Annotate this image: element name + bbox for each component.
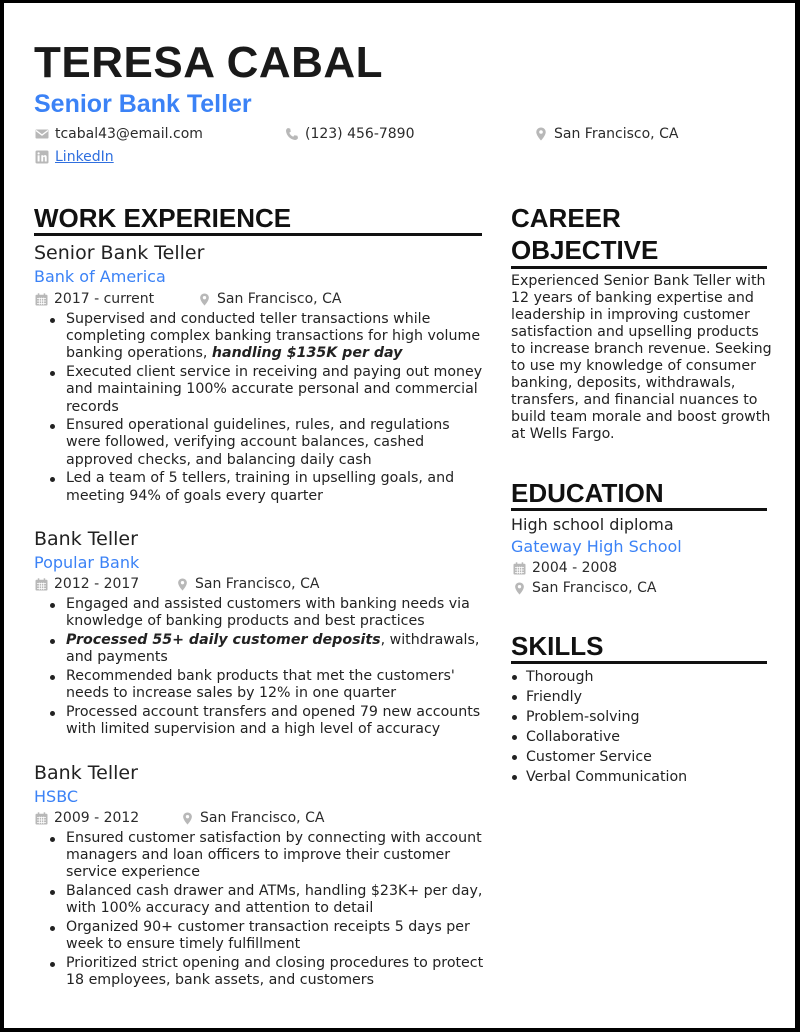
email-text: tcabal43@email.com <box>55 126 203 142</box>
phone-icon <box>285 127 299 141</box>
skill-item: Collaborative <box>511 727 771 747</box>
calendar-icon <box>513 562 526 575</box>
skill-item: Customer Service <box>511 747 771 767</box>
work-experience-divider <box>34 233 482 236</box>
job-dates: 2009 - 2012 <box>54 810 140 826</box>
career-objective-divider <box>511 266 767 269</box>
education-heading: EDUCATION <box>511 478 664 508</box>
skills-divider <box>511 661 767 664</box>
career-objective-text: Experienced Senior Bank Teller with 12 years of banking expertise and leadership in improving customer satisfaction and upselling products to increase branch revenue. Seeking to use my knowledge of consumer banking, deposits, withdrawals, transfers, and financial nuances to build team morale and boost growth at Wells Fargo. <box>511 273 772 442</box>
job-meta <box>35 575 319 593</box>
candidate-headline: Senior Bank Teller <box>34 90 252 118</box>
calendar-icon <box>35 812 48 825</box>
calendar-icon <box>35 578 48 591</box>
job-bullets <box>35 830 485 991</box>
contact-phone <box>285 125 415 143</box>
job-bullet: Recommended bank products that met the customers' needs to increase sales by 12% in one quarter <box>35 668 485 702</box>
job-bullet: Ensured operational guidelines, rules, and regulations were followed, verifying account balances, cashed approved checks, and balancing daily cash <box>35 417 485 469</box>
job-location: San Francisco, CA <box>217 291 342 307</box>
linkedin-link[interactable]: LinkedIn <box>55 149 114 165</box>
job-bullet: Organized 90+ customer transaction receipts 5 days per week to ensure timely fulfillment <box>35 919 485 953</box>
contact-location <box>534 125 678 143</box>
skill-item: Thorough <box>511 667 771 687</box>
phone-text: (123) 456-7890 <box>305 126 415 142</box>
map-pin-icon <box>513 582 526 595</box>
location-text: San Francisco, CA <box>554 126 679 142</box>
education-school: Gateway High School <box>511 537 682 556</box>
contact-email <box>35 125 203 143</box>
job-dates: 2017 - current <box>54 291 155 307</box>
job-title: Bank Teller <box>34 528 138 550</box>
skills-list <box>511 667 771 787</box>
job-company: Popular Bank <box>34 553 140 572</box>
skill-item: Verbal Communication <box>511 767 771 787</box>
job-bullets <box>35 596 485 740</box>
job-title: Senior Bank Teller <box>34 242 205 264</box>
education-divider <box>511 508 767 511</box>
job-meta <box>35 809 324 827</box>
job-bullet: Processed 55+ daily customer deposits, withdrawals, and payments <box>35 632 485 666</box>
calendar-icon <box>35 293 48 306</box>
job-bullet: Prioritized strict opening and closing procedures to protect 18 employees, bank assets, and customers <box>35 955 485 989</box>
job-bullet: Processed account transfers and opened 79 new accounts with limited supervision and a high level of accuracy <box>35 704 485 738</box>
email-icon <box>35 127 49 141</box>
map-pin-icon <box>181 812 194 825</box>
job-title: Bank Teller <box>34 762 138 784</box>
skill-item: Problem-solving <box>511 707 771 727</box>
career-objective-heading: CAREER OBJECTIVE <box>511 203 659 265</box>
job-bullet: Balanced cash drawer and ATMs, handling $23K+ per day, with 100% accuracy and attention to detail <box>35 883 485 917</box>
job-bullet: Engaged and assisted customers with banking needs via knowledge of banking products and best practices <box>35 596 485 630</box>
job-bullet: Led a team of 5 tellers, training in upselling goals, and meeting 94% of goals every quarter <box>35 470 485 504</box>
job-location: San Francisco, CA <box>195 576 320 592</box>
resume-page <box>4 3 795 1028</box>
linkedin-icon <box>35 150 49 164</box>
candidate-name: TERESA CABAL <box>34 38 384 87</box>
skills-heading: SKILLS <box>511 631 604 661</box>
map-pin-icon <box>198 293 211 306</box>
education-dates: 2004 - 2008 <box>513 559 617 577</box>
work-experience-heading: WORK EXPERIENCE <box>34 203 292 233</box>
job-dates: 2012 - 2017 <box>54 576 140 592</box>
map-pin-icon <box>176 578 189 591</box>
education-location: San Francisco, CA <box>513 579 656 597</box>
map-pin-icon <box>534 127 548 141</box>
skill-item: Friendly <box>511 687 771 707</box>
job-bullets <box>35 311 485 506</box>
job-bullet: Supervised and conducted teller transactions while completing complex banking transactions for high volume banking operations, handling $135K per day <box>35 311 485 363</box>
job-bullet: Executed client service in receiving and paying out money and maintaining 100% accurate personal and commercial records <box>35 364 485 416</box>
job-company: HSBC <box>34 787 79 806</box>
job-company: Bank of America <box>34 267 166 286</box>
job-bullet: Ensured customer satisfaction by connecting with account managers and loan officers to improve their customer service experience <box>35 830 485 882</box>
education-degree: High school diploma <box>511 515 674 534</box>
job-location: San Francisco, CA <box>200 810 325 826</box>
job-meta <box>35 290 341 308</box>
contact-linkedin <box>35 148 114 166</box>
